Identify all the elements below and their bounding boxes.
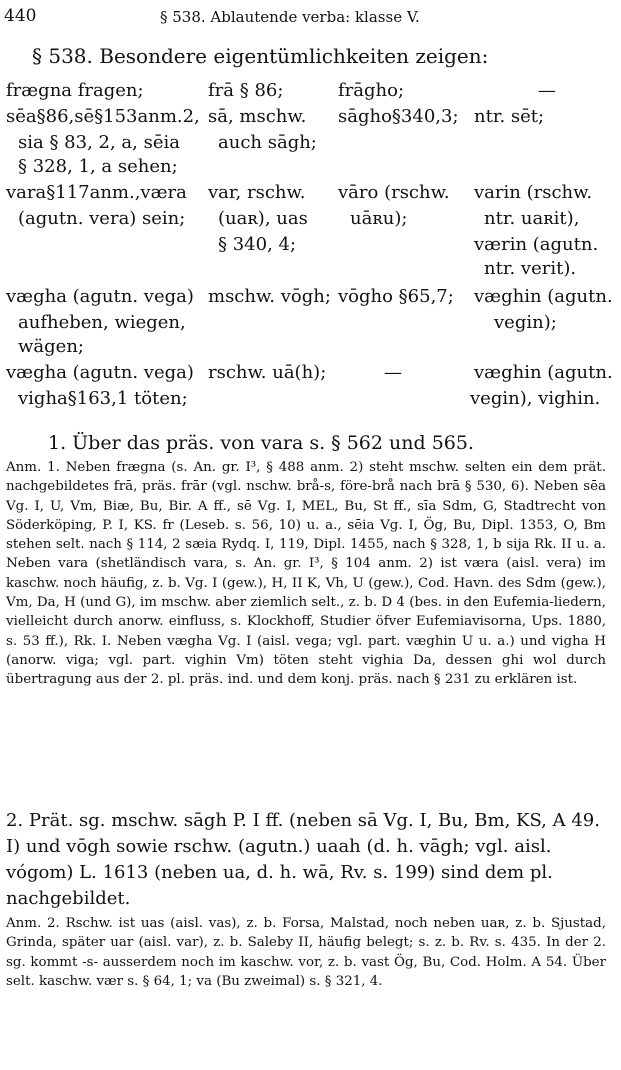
running-title: § 538. Ablautende verba: klasse V. — [160, 8, 420, 26]
note-anm-1 — [6, 458, 606, 690]
table-cell: sēa§86,sē§153anm.2, — [6, 106, 200, 127]
table-cell: ntr. uaʀit), — [484, 208, 580, 229]
table-cell: vegin), vighin. — [470, 388, 601, 409]
note-anm-2-text: Anm. 2. Rschw. ist uas (aisl. vas), z. b. Forsa, Malstad, noch neben uaʀ, z. b. Sjustad, Grinda, später uar (aisl. var), z. b. Saleby II, häufig belegt; s. z. b. Rv. s. 435. In der 2. sg. kommt -s- ausserdem noch im kaschw. vor, z. b. vast Ög, Bu, Cod. Holm. A 54. Über selt. kaschw. vær s. § 64, 1; va (Bu zweimal) s. § 321, 4. — [6, 916, 606, 989]
table-cell: vægha (agutn. vega) — [6, 362, 194, 383]
table-cell: auch sāgh; — [218, 132, 317, 153]
table-cell: — — [538, 80, 556, 101]
table-cell: frāgho; — [338, 80, 405, 101]
table-cell: aufheben, wiegen, — [18, 312, 186, 333]
table-cell: vigha§163,1 töten; — [18, 388, 188, 409]
page-number: 440 — [4, 6, 37, 26]
table-cell: (uaʀ), uas — [218, 208, 308, 229]
table-cell: væghin (agutn. — [474, 286, 613, 307]
table-cell: ntr. verit). — [484, 258, 577, 279]
table-cell: vara§117anm.,væra — [6, 182, 187, 203]
table-cell: frægna fragen; — [6, 80, 144, 101]
point-1: 1. Über das präs. von vara s. § 562 und 565. — [48, 432, 475, 454]
table-cell: sāgho§340,3; — [338, 106, 459, 127]
table-cell: vægha (agutn. vega) — [6, 286, 194, 307]
table-cell: vegin); — [494, 312, 557, 333]
table-cell: § 340, 4; — [218, 234, 297, 255]
running-header — [4, 6, 613, 28]
table-cell: sā, mschw. — [208, 106, 307, 127]
table-cell: wägen; — [18, 336, 84, 357]
table-cell: frā § 86; — [208, 80, 284, 101]
table-cell: sia § 83, 2, a, sēia — [18, 132, 180, 153]
table-cell: var, rschw. — [208, 182, 306, 203]
table-cell: vāro (rschw. — [338, 182, 450, 203]
table-cell: væghin (agutn. — [474, 362, 613, 383]
table-cell: uāʀu); — [350, 208, 408, 229]
table-cell: ntr. sēt; — [474, 106, 545, 127]
table-cell: (agutn. vera) sein; — [18, 208, 186, 229]
table-cell: rschw. uā(h); — [208, 362, 327, 383]
table-cell: § 328, 1, a sehen; — [18, 156, 178, 177]
note-anm-2 — [6, 914, 606, 991]
table-cell: mschw. vōgh; — [208, 286, 331, 307]
table-cell: vōgho §65,7; — [338, 286, 454, 307]
table-cell: værin (agutn. — [474, 234, 599, 255]
point-2-text: 2. Prät. sg. mschw. sāgh P. I ff. (neben sā Vg. I, Bu, Bm, KS, A 49. I) und vōgh sowie rschw. (agutn.) uaah (d. h. vāgh; vgl. aisl. vógom) L. 1613 (neben ua, d. h. wā, Rv. s. 199) sind dem pl. nachgebildet. — [6, 810, 600, 909]
point-2 — [6, 808, 606, 912]
table-cell: varin (rschw. — [474, 182, 593, 203]
note-anm-1-text: Anm. 1. Neben frægna (s. An. gr. I³, § 488 anm. 2) steht mschw. selten ein dem prät. nachgebildetes frā, präs. frār (vgl. nschw. brå-s, före-brå nach brā § 530, 6). Neben sēa Vg. I, U, Vm, Biæ, Bu, Bir. A ff., sē Vg. I, MEL, Bu, St ff., sīa Sdm, G, Stadtrecht von Söderköping, P. I, KS. fr (Leseb. s. 56, 10) u. a., sēia Vg. I, Ög, Bu, Dipl. 1353, O, Bm stehen selt. nach § 114, 2 sæia Rydq. I, 119, Dipl. 1455, nach § 328, 1, b sija Rk. II u. a. Neben vara (shetländisch vara, s. An. gr. I³, § 104 anm. 2) ist væra (aisl. vera) im kaschw. noch häufig, z. b. Vg. I (gew.), H, II K, Vh, U (gew.), Cod. Havn. des Sdm (gew.), Vm, Da, H (und G), im mschw. aber ziemlich selt., z. b. D 4 (bes. in den Eufemia-liedern, vielleicht durch anorw. einfluss, s. Klockhoff, Studier öfver Eufemiavisorna, Ups. 1880, s. 53 ff.), Rk. I. Neben vægha Vg. I (aisl. vega; vgl. part. væghin U u. a.) und vigha H (anorw. viga; vgl. part. vighin Vm) töten steht vighia Da, dessen ghi wol durch übertragung aus der 2. pl. präs. ind. und dem konj. präs. nach § 231 zu erklären ist. — [6, 460, 606, 688]
section-heading: § 538. Besondere eigentümlichkeiten zeigen: — [32, 44, 489, 68]
table-cell: — — [384, 362, 402, 383]
